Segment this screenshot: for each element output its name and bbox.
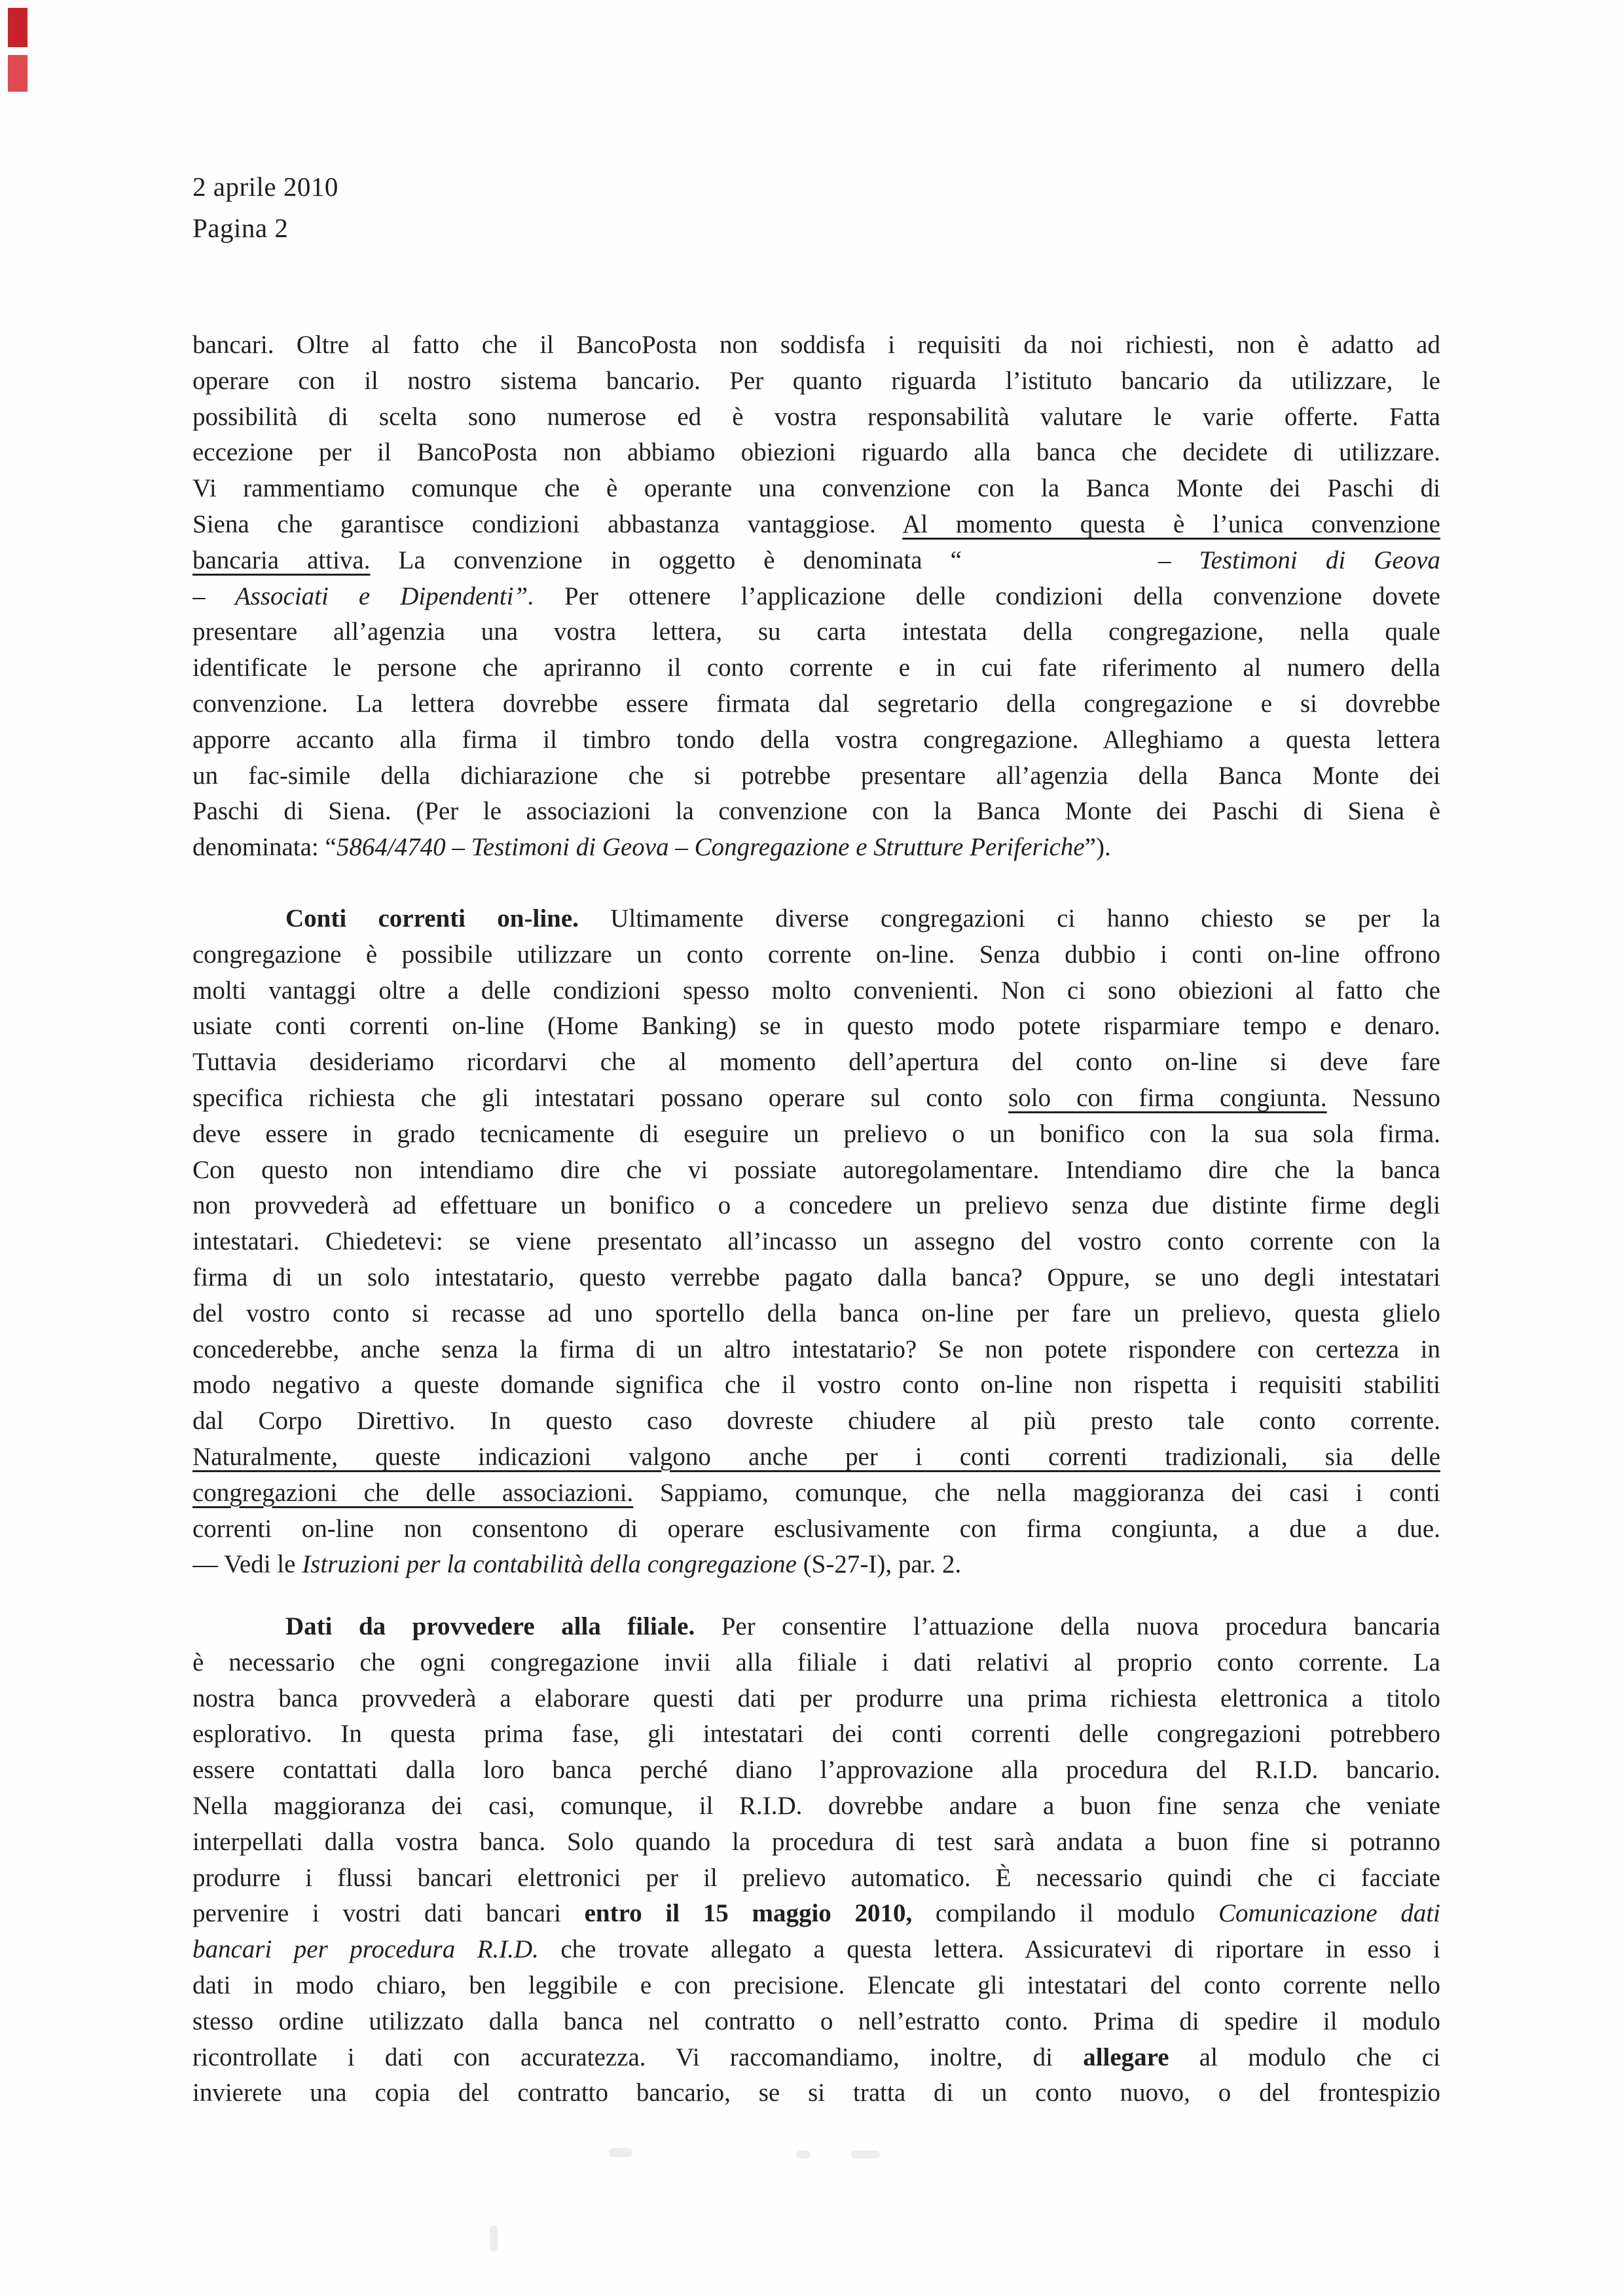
text-line <box>192 901 1440 937</box>
text-segment: — Vedi le <box>192 1550 302 1579</box>
text-segment: ”). <box>1084 833 1111 862</box>
text-line <box>192 507 1440 543</box>
text-segment: invierete una copia del contratto bancario, se si tratta di un conto nuovo, o del frontespizio <box>192 2079 1440 2107</box>
text-segment: usiate conti correnti on-line (Home Banking) se in questo modo potete risparmiare tempo e denaro. <box>192 1012 1440 1041</box>
text-line <box>192 1511 1440 1547</box>
paragraph <box>192 1609 1440 2111</box>
text-line <box>192 830 1440 866</box>
text-segment: molti vantaggi oltre a delle condizioni spesso molto convenienti. Non ci sono obiezioni al fatto che <box>192 976 1440 1005</box>
text-segment: firma di un solo intestatario, questo verrebbe pagato dalla banca? Oppure, se uno degli intestatari <box>192 1263 1440 1291</box>
text-segment: non provvederà ad effettuare un bonifico o a concedere un prelievo senza due distinte firme degli <box>192 1191 1440 1220</box>
text-segment: Istruzioni per la contabilità della congregazione <box>302 1550 797 1579</box>
scan-artifact <box>490 2225 498 2251</box>
page-number: Pagina 2 <box>192 213 289 243</box>
text-segment: specifica richiesta che gli intestatari possano operare sul conto <box>192 1083 1009 1112</box>
text-line <box>192 399 1440 435</box>
text-segment: La convenzione in oggetto è denominata “ <box>370 546 962 574</box>
red-scan-mark <box>8 55 27 92</box>
text-line <box>192 363 1440 399</box>
text-segment: modo negativo a queste domande significa che il vostro conto on-line non rispetta i requisiti stabiliti <box>192 1371 1440 1399</box>
text-segment: dal Corpo Direttivo. In questo caso dovreste chiudere al più presto tale conto corrente. <box>192 1407 1440 1435</box>
text-segment: Al momento questa è l’unica convenzione <box>902 509 1440 538</box>
text-segment: possibilità di scelta sono numerose ed è vostra responsabilità valutare le varie offerte. Fatta <box>192 402 1440 431</box>
text-segment: – Testimoni di Geova <box>1158 546 1440 574</box>
text-line <box>192 579 1440 615</box>
text-line <box>192 1117 1440 1153</box>
text-segment: Sappiamo, comunque, che nella maggioranza dei casi i conti <box>633 1478 1440 1507</box>
text-line <box>192 937 1440 973</box>
text-segment: convenzione. La lettera dovrebbe essere firmata dal segretario della congregazione e si dovrebbe <box>192 689 1440 718</box>
text-segment: – Associati e Dipendenti”. <box>192 582 534 610</box>
text-line <box>192 1896 1440 1932</box>
text-segment: correnti on-line non consentono di operare esclusivamente con firma congiunta, a due a due. <box>192 1514 1440 1543</box>
text-segment: Con questo non intendiamo dire che vi possiate autoregolamentare. Intendiamo dire che la banca <box>192 1155 1440 1184</box>
text-segment: nostra banca provvederà a elaborare questi dati per produrre una prima richiesta elettronica a titolo <box>192 1684 1440 1713</box>
paragraph <box>192 327 1440 866</box>
text-segment: essere contattati dalla loro banca perché diano l’approvazione alla procedura del R.I.D. bancario. <box>192 1756 1440 1785</box>
redacted-blank <box>962 567 1158 568</box>
text-line <box>192 1788 1440 1824</box>
page-header <box>192 166 338 249</box>
letter-body <box>192 327 1440 2111</box>
text-segment: interpellati dalla vostra banca. Solo quando la procedura di test sarà andata a buon fine si potranno <box>192 1827 1440 1856</box>
text-segment: allegare <box>1083 2043 1169 2071</box>
text-line <box>192 1752 1440 1788</box>
text-line <box>192 1439 1440 1475</box>
text-segment: dati in modo chiaro, ben leggibile e con precisione. Elencate gli intestatari del conto corrente nello <box>192 1971 1440 2000</box>
text-segment: Per ottenere l’applicazione delle condizioni della convenzione dovete <box>534 582 1440 610</box>
text-segment: è necessario che ogni congregazione invii alla filiale i dati relativi al proprio conto corrente. La <box>192 1648 1440 1676</box>
text-segment: presentare all’agenzia una vostra lettera, su carta intestata della congregazione, nella quale <box>192 618 1440 646</box>
text-segment: 5864/4740 – Testimoni di Geova – Congregazione e Strutture Periferiche <box>336 833 1085 862</box>
text-segment: compilando il modulo <box>912 1899 1218 1928</box>
text-segment: al modulo che ci <box>1169 2043 1440 2071</box>
text-line <box>192 1645 1440 1681</box>
text-line <box>192 1403 1440 1439</box>
text-line <box>192 2075 1440 2111</box>
text-segment: solo con firma congiunta. <box>1008 1083 1327 1112</box>
text-segment: un fac-simile della dichiarazione che si potrebbe presentare all’agenzia della Banca Monte dei <box>192 761 1440 790</box>
text-segment: Per consentire l’attuazione della nuova procedura bancaria <box>695 1612 1440 1641</box>
scan-artifact <box>851 2151 880 2158</box>
scan-artifact <box>796 2151 811 2158</box>
text-line <box>192 1824 1440 1861</box>
text-line <box>192 1932 1440 1968</box>
red-scan-mark <box>8 8 27 47</box>
text-segment: Siena che garantisce condizioni abbastanza vantaggiose. <box>192 509 903 538</box>
text-segment: ricontrollate i dati con accuratezza. Vi raccomandiamo, inoltre, di <box>192 2043 1084 2071</box>
text-line <box>192 973 1440 1009</box>
text-line <box>192 435 1440 471</box>
text-segment: stesso ordine utilizzato dalla banca nel contratto o nell’estratto conto. Prima di spedire il modulo <box>192 2007 1440 2035</box>
text-segment: produrre i flussi bancari elettronici per il prelievo automatico. È necessario quindi che ci facciate <box>192 1863 1440 1892</box>
text-line <box>192 722 1440 758</box>
text-line <box>192 1188 1440 1224</box>
text-segment: operare con il nostro sistema bancario. Per quanto riguarda l’istituto bancario da utilizzare, le <box>192 366 1440 395</box>
text-line <box>192 1332 1440 1368</box>
text-segment: Paschi di Siena. (Per le associazioni la convenzione con la Banca Monte dei Paschi di Siena è <box>192 797 1440 826</box>
text-line <box>192 650 1440 686</box>
text-segment: apporre accanto alla firma il timbro tondo della vostra congregazione. Alleghiamo a questa lettera <box>192 725 1440 754</box>
text-line <box>192 614 1440 650</box>
text-segment: del vostro conto si recasse ad uno sportello della banca on-line per fare un prelievo, questa glielo <box>192 1299 1440 1327</box>
text-segment: esplorativo. In questa prima fase, gli intestatari dei conti correnti delle congregazioni potrebbero <box>192 1720 1440 1749</box>
paragraph <box>192 901 1440 1583</box>
text-line <box>192 1045 1440 1081</box>
text-line <box>192 1475 1440 1511</box>
text-segment: pervenire i vostri dati bancari <box>192 1899 585 1928</box>
text-segment: congregazioni che delle associazioni. <box>192 1478 634 1507</box>
text-line <box>192 1681 1440 1717</box>
text-segment: Naturalmente, queste indicazioni valgono anche per i conti correnti tradizionali, sia delle <box>192 1442 1440 1471</box>
text-segment: che trovate allegato a questa lettera. Assicuratevi di riportare in esso i <box>538 1935 1440 1964</box>
text-line <box>192 1861 1440 1897</box>
text-segment: Dati da provvedere alla filiale. <box>285 1612 695 1641</box>
text-segment: Vi rammentiamo comunque che è operante una convenzione con la Banca Monte dei Paschi di <box>192 474 1440 503</box>
text-line <box>192 686 1440 722</box>
text-segment: intestatari. Chiedetevi: se viene presentato all’incasso un assegno del vostro conto corrente con la <box>192 1227 1440 1256</box>
text-line <box>192 1968 1440 2004</box>
text-segment: bancaria attiva. <box>192 546 371 574</box>
text-segment: Nessuno <box>1326 1083 1440 1112</box>
text-line <box>192 1716 1440 1752</box>
text-line <box>192 1153 1440 1189</box>
text-segment: congregazione è possibile utilizzare un conto corrente on-line. Senza dubbio i conti on-line offrono <box>192 940 1440 969</box>
text-line <box>192 1367 1440 1403</box>
text-segment: concederebbe, anche senza la firma di un altro intestatario? Se non potete rispondere con certezza in <box>192 1335 1440 1363</box>
text-segment: bancari per procedura R.I.D. <box>192 1935 539 1964</box>
text-line <box>192 1260 1440 1296</box>
text-line <box>192 543 1440 579</box>
text-line <box>192 1081 1440 1117</box>
text-line <box>192 2040 1440 2076</box>
text-segment: Nella maggioranza dei casi, comunque, il R.I.D. dovrebbe andare a buon fine senza che veniate <box>192 1792 1440 1821</box>
text-line <box>192 758 1440 794</box>
text-segment: entro il 15 maggio 2010, <box>584 1899 913 1928</box>
text-line <box>192 1609 1440 1645</box>
text-segment: deve essere in grado tecnicamente di eseguire un prelievo o un bonifico con la sua sola firma. <box>192 1119 1440 1148</box>
text-line <box>192 1547 1440 1583</box>
text-segment: bancari. Oltre al fatto che il BancoPosta non soddisfa i requisiti da noi richiesti, non è adatto ad <box>192 331 1440 359</box>
text-line <box>192 1296 1440 1332</box>
text-segment: eccezione per il BancoPosta non abbiamo obiezioni riguardo alla banca che decidete di utilizzare. <box>192 438 1440 467</box>
scan-artifact <box>609 2148 632 2157</box>
letter-date: 2 aprile 2010 <box>192 172 338 202</box>
text-segment: Tuttavia desideriamo ricordarvi che al momento dell’apertura del conto on-line si deve fare <box>192 1048 1440 1077</box>
text-segment: identificate le persone che apriranno il conto corrente e in cui fate riferimento al numero della <box>192 654 1440 682</box>
text-line <box>192 1009 1440 1045</box>
text-line <box>192 471 1440 507</box>
text-segment: Conti correnti on-line. <box>285 904 579 933</box>
text-line <box>192 327 1440 363</box>
text-segment: Comunicazione dati <box>1218 1899 1440 1928</box>
text-line <box>192 2004 1440 2040</box>
text-segment: denominata: “ <box>192 833 337 862</box>
text-line <box>192 1224 1440 1260</box>
text-segment: (S-27-I), par. 2. <box>796 1550 962 1579</box>
text-line <box>192 794 1440 830</box>
text-segment: Ultimamente diverse congregazioni ci hanno chiesto se per la <box>578 904 1440 933</box>
